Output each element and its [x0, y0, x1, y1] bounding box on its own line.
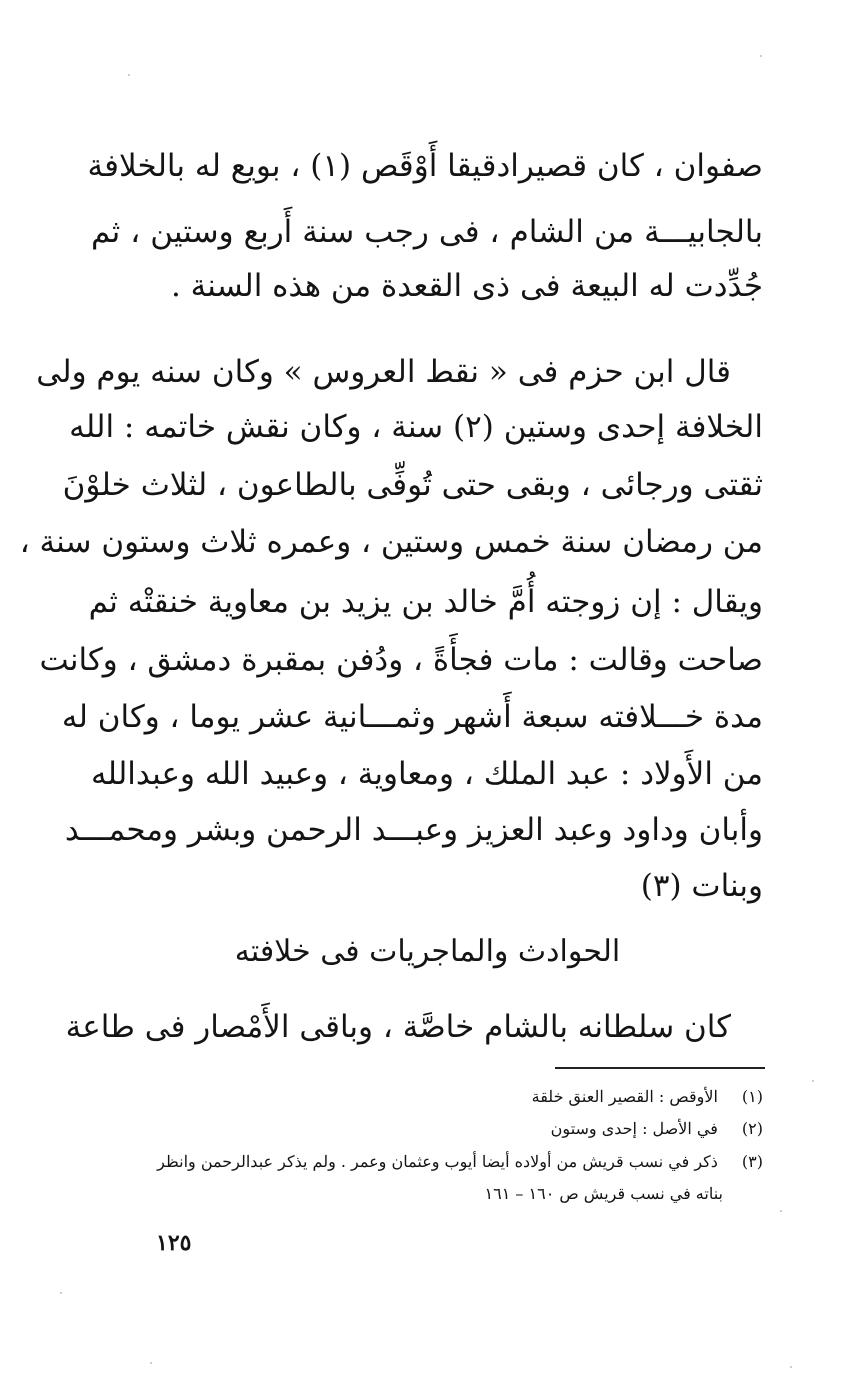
text-line: وأبان وداود وعبد العزيز وعبـــد الرحمن وبشر ومحمـــد [64, 812, 763, 848]
scan-speck [128, 74, 130, 76]
footnote-number: (٢) [741, 1119, 763, 1138]
text-line: وبنات (٣) [640, 868, 763, 904]
scan-speck [60, 1292, 62, 1294]
text-line: من رمضان سنة خمس وستين ، وعمره ثلاث وستون سنة ، [19, 524, 763, 560]
footnote-rule [555, 1067, 765, 1069]
section-heading: الحوادث والماجريات فى خلافته [234, 934, 621, 969]
scan-speck [790, 1366, 792, 1368]
text-line: ويقال : إن زوجته أُمَّ خالد بن يزيد بن معاوية خنقتْه ثم [88, 584, 763, 620]
text-line: صفوان ، كان قصيرادقيقا أَوْقَص (١) ، بويع له بالخلافة [87, 148, 763, 184]
footnote-3-continuation [91, 1180, 763, 1208]
footnote-1 [91, 1083, 763, 1111]
footnote-3 [91, 1148, 763, 1176]
footnote-number: (٣) [741, 1152, 763, 1171]
text-line: صاحت وقالت : مات فجأَةً ، ودُفن بمقبرة دمشق ، وكانت [39, 642, 763, 678]
footnote-text: بناته في نسب قريش ص ١٦٠ – ١٦١ [484, 1184, 723, 1203]
text-line: كان سلطانه بالشام خاصَّة ، وباقى الأَمْصار فى طاعة [65, 1009, 731, 1045]
text-line: جُدِّدت له البيعة فى ذى القعدة من هذه السنة . [170, 268, 763, 304]
footnote-number: (١) [741, 1087, 763, 1106]
text-line: من الأَولاد : عبد الملك ، ومعاوية ، وعبيد الله وعبدالله [90, 756, 763, 792]
text-line: قال ابن حزم فى « نقط العروس » وكان سنه يوم ولى [36, 354, 731, 390]
scan-speck [150, 1362, 152, 1364]
page-number: ١٢٥ [156, 1230, 192, 1256]
scan-speck [760, 55, 762, 57]
footnote-2 [91, 1115, 763, 1143]
text-line: ثقتى ورجائى ، وبقى حتى تُوفِّى بالطاعون ، لثلاث خلوْنَ [62, 467, 763, 503]
footnote-text: ذكر في نسب قريش من أولاده أيضا أيوب وعثمان وعمر . ولم يذكر عبدالرحمن وانظر [157, 1152, 718, 1171]
scan-speck [780, 1210, 782, 1212]
footnote-text: الأوقص : القصير العنق خلقة [531, 1087, 718, 1106]
text-line: مدة خـــلافته سبعة أَشهر وثمـــانية عشر يوما ، وكان له [61, 699, 763, 735]
text-line: الخلافة إحدى وستين (٢) سنة ، وكان نقش خاتمه : الله [69, 409, 763, 445]
scan-speck [812, 1080, 814, 1082]
footnote-text: في الأصل : إحدى وستون [550, 1119, 718, 1138]
text-line: بالجابيـــة من الشام ، فى رجب سنة أَربع وستين ، ثم [91, 214, 763, 250]
